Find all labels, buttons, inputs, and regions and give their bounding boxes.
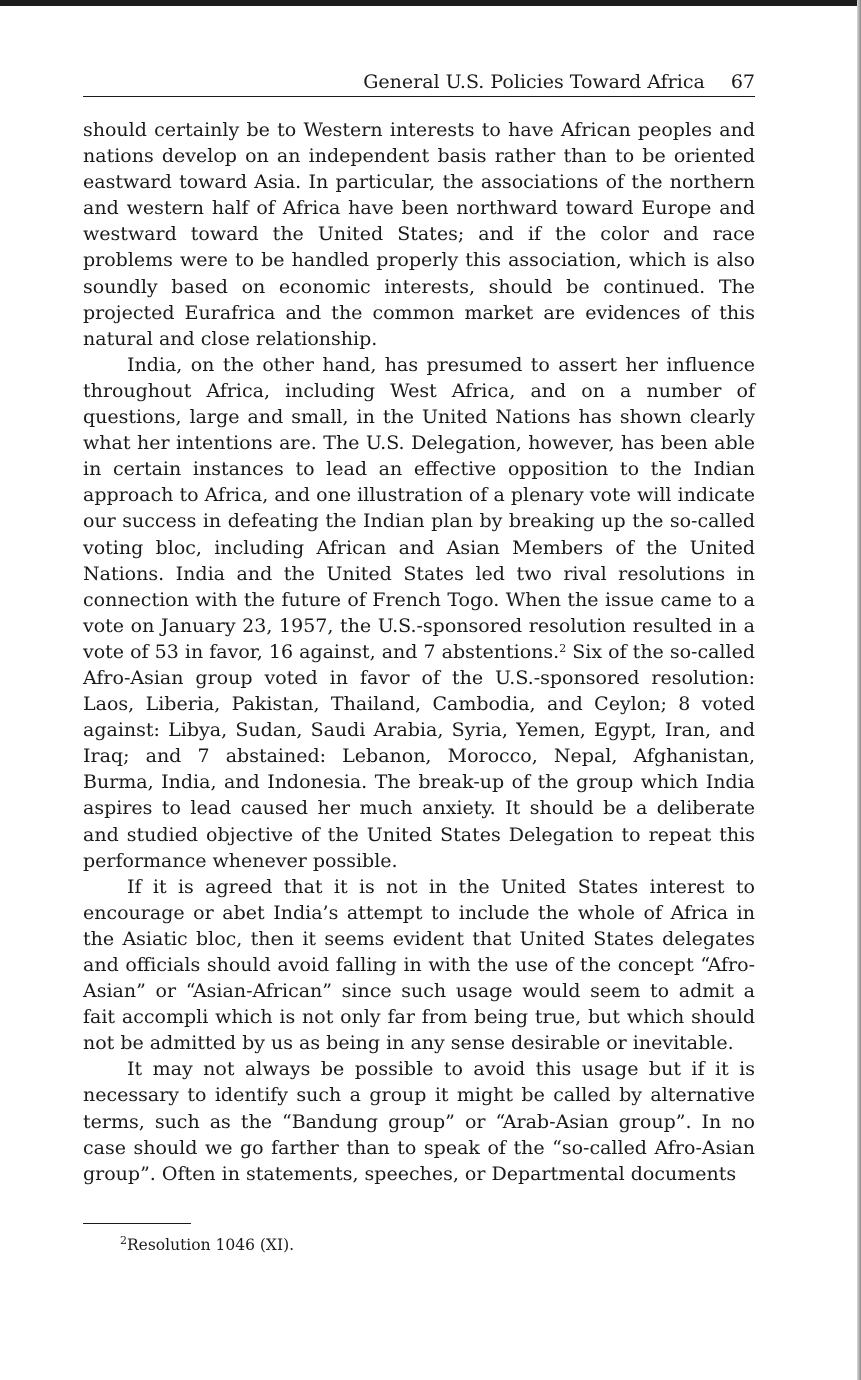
paragraph-india-text-before-note: India, on the other hand, has presumed to assert her influence throughout Africa, including West Africa, and on a number of questions, large and small, in the United Nations has shown clearly what her intentions are. The U.S. Delegation, however, has been able in certain instances to lead an effective opposition to the Indian approach to Africa, and one illustration of a plenary vote will indicate our success in defeating the Indian plan by breaking up the so-called voting bloc, including African and Asian Members of the United Nations. India and the United States led two rival resolutions in connection with the future of French Togo. When the issue came to a vote on January 23, 1957, the U.S.-sponsored resolution resulted in a vote of 53 in favor, 16 against, and 7 abstentions. (83, 353, 755, 663)
paragraph-continued: should certainly be to Western interests to have African peoples and nations develop on an independent basis rather than to be oriented eastward toward Asia. In particular, the associations of the northern and western half of Africa have been northward toward Europe and westward toward the United States; and if the color and race problems were to be handled properly this association, which is also soundly based on economic interests, should be continued. The projected Eurafrica and the common market are evidences of this natural and close relationship. (83, 119, 755, 350)
running-head (83, 68, 755, 97)
footnote-text: Resolution 1046 (XI). (127, 1236, 295, 1254)
page-number: 67 (730, 71, 755, 93)
footnote-reference: 2 (559, 641, 567, 655)
paragraph-india-text-after-note: Six of the so-called Afro-Asian group voted in favor of the U.S.-sponsored resolution: Laos, Liberia, Pakistan, Thailand, Cambodia, and Ceylon; 8 voted against: Libya, Sudan, Saudi Arabia, Syria, Yemen, Egypt, Iran, and Iraq; and 7 abstained: Lebanon, Morocco, Nepal, Afghanistan, Burma, India, and Indonesia. The break-up of the group which India aspires to lead caused her much anxiety. It should be a deliberate and studied objective of the United States Delegation to repeat this performance whenever possible. (83, 640, 755, 872)
page-top-border (0, 0, 861, 6)
footnote-divider (83, 1223, 191, 1224)
body-text (83, 117, 755, 1187)
paragraph-india (83, 352, 755, 874)
paragraph-alternative-terms: It may not always be possible to avoid this usage but if it is necessary to identify such a group it might be called by alternative terms, such as the “Bandung group” or “Arab-Asian group”. In no case should we go farther than to speak of the “so-called Afro-Asian group”. Often in statements, speeches, or Departmental documents (83, 1058, 755, 1185)
footnote-number: 2 (120, 1234, 127, 1247)
footnote (120, 1234, 294, 1256)
page-right-edge (857, 0, 861, 1380)
paragraph-afro-asian-concept: If it is agreed that it is not in the United States interest to encourage or abet India’s attempt to include the whole of Africa in the Asiatic bloc, then it seems evident that United States delegates and officials should avoid falling in with the use of the concept “Afro-Asian” or “Asian-African” since such usage would seem to admit a fait accompli which is not only far from being true, but which should not be admitted by us as being in any sense desirable or inevitable. (83, 875, 755, 1055)
running-head-title: General U.S. Policies Toward Africa (363, 71, 705, 93)
